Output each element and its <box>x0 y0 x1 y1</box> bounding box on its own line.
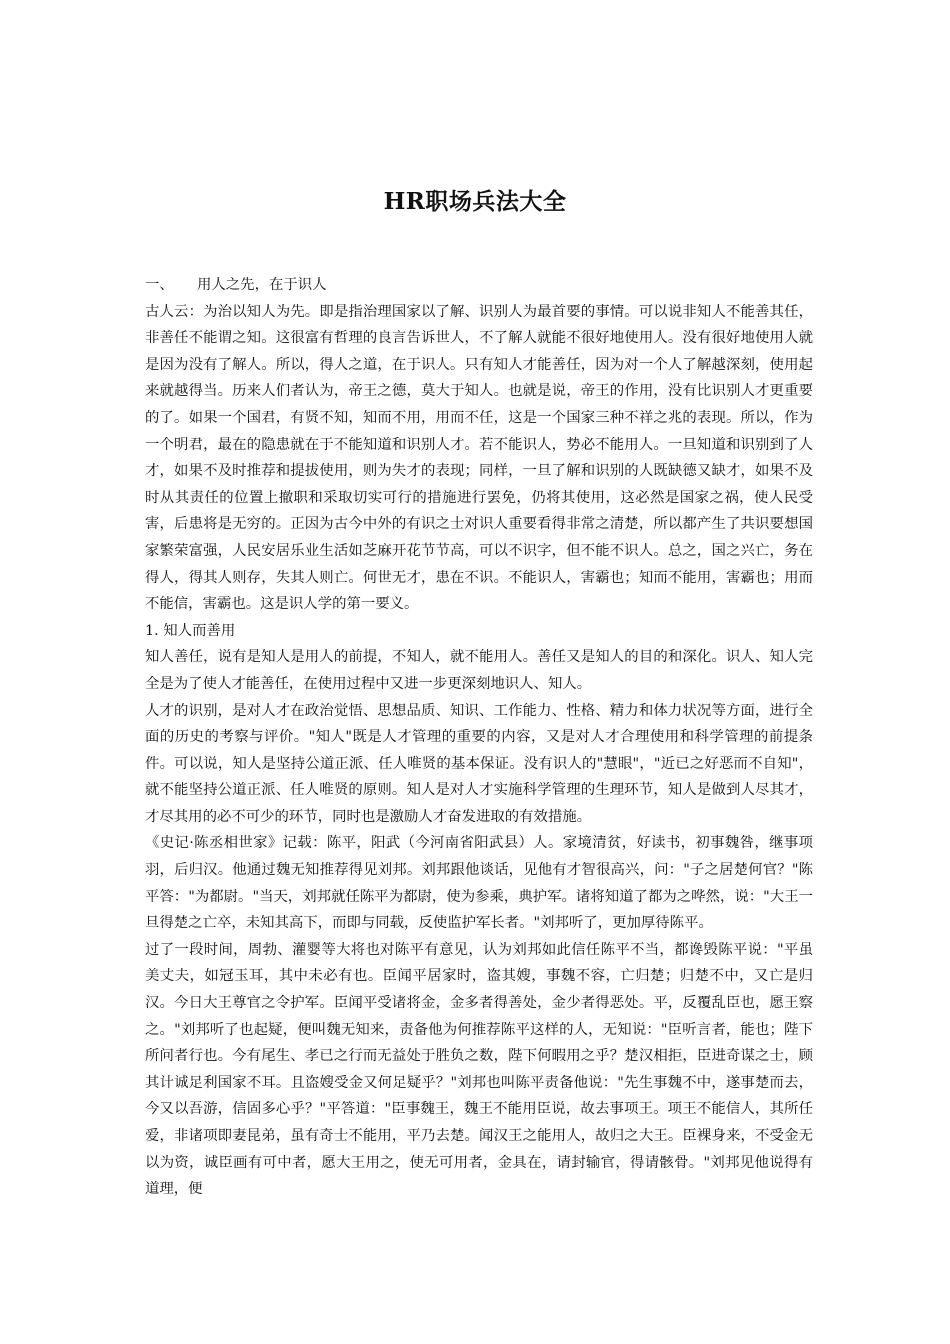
paragraph-intro: 古人云：为治以知人为先。即是指治理国家以了解、识别人为最首要的事情。可以说非知人不能善其任，非善任不能谓之知。这很富有哲理的良言告诉世人，不了解人就能不很好地使用人。没有很好地使用人就是因为没有了解人。所以，得人之道，在于识人。只有知人才能善任，因为对一个人了解越深刻，使用起来就越得当。历来人们者认为，帝王之德，莫大于知人。也就是说，帝王的作用，没有比识别人才更重要的了。如果一个国君，有贤不知，知而不用，用而不任，这是一个国家三种不祥之兆的表现。所以，作为一个明君，最在的隐患就在于不能知道和识别人才。若不能识人，势必不能用人。一旦知道和识别到了人才，如果不及时推荐和提拔使用，则为失才的表现；同样，一旦了解和识别的人既缺德又缺才，如果不及时从其责任的位置上撤职和采取切实可行的措施进行罢免，仍将其使用，这必然是国家之祸，使人民受害，后患将是无穷的。正因为古今中外的有识之士对识人重要看得非常之清楚，所以都产生了共识要想国家繁荣富强，人民安居乐业生活如芝麻开花节节高，可以不识字，但不能不识人。总之，国之兴亡，务在得人，得其人则存，失其人则亡。何世无才，患在不识。不能识人，害霸也；知而不能用，害霸也；用而不能信，害霸也。这是识人学的第一要义。 <box>145 303 813 613</box>
document-title: HR职场兵法大全 <box>383 188 567 215</box>
paragraph-know-and-use: 知人善任，说有是知人是用人的前提，不知人，就不能用人。善任又是知人的目的和深化。识人、知人完全是为了使人才能善任，在使用过程中又进一步更深刻地识人、知人。 <box>145 649 813 692</box>
section-heading <box>145 272 813 299</box>
paragraph-chen-ping-story: 《史记·陈丞相世家》记载：陈平，阳武（今河南省阳武县）人。家境清贫，好读书，初事魏咎，继事项羽，后归汉。他通过魏无知推荐得见刘邦。刘邦跟他谈话，见他有才智很高兴，问："子之居楚何官？"陈平答："为都尉。"当天，刘邦就任陈平为都尉，使为参乘，典护军。诸将知道了都为之哗然，说："大王一旦得楚之亡卒，未知其高下，而即与同载，反使监护军长者。"刘邦听了，更加厚待陈平。 <box>145 835 813 932</box>
paragraph-talent-identification: 人才的识别，是对人才在政治觉悟、思想品质、知识、工作能力、性格、精力和体力状况等方面，进行全面的历史的考察与评价。"知人"既是人才管理的重要的内容，又是对人才合理使用和科学管理的前提条件。可以说，知人是坚持公道正派、任人唯贤的基本保证。没有识人的"慧眼"，"近已之好恶而不自知"，就不能坚持公道正派、任人唯贤的原则。知人是对人才实施科学管理的生理环节，知人是做到人尽其才，才尽其用的必不可少的环节，同时也是激励人才奋发进取的有效措施。 <box>145 702 813 825</box>
section-heading-text: 用人之先，在于识人 <box>197 277 327 293</box>
document-body <box>145 272 813 1203</box>
paragraph-chen-ping-slander: 过了一段时间，周勃、灌婴等大将也对陈平有意见，认为刘邦如此信任陈平不当，都谗毁陈平说："平虽美丈夫，如冠玉耳，其中未必有也。臣闻平居家时，盗其嫂，事魏不容，亡归楚；归楚不中，又亡是归汉。今日大王尊官之令护军。臣闻平受诸将金，金多者得善处，金少者得恶处。平，反覆乱臣也，愿王察之。"刘邦听了也起疑，便叫魏无知来，责备他为何推荐陈平这样的人，无知说："臣听言者，能也；陛下所问者行也。今有尾生、孝已之行而无益处于胜负之数，陛下何暇用之乎？楚汉相拒，臣进奇谋之士，顾其计诚足利国家不耳。且盗嫂受金又何足疑乎？"刘邦也叫陈平责备他说："先生事魏不中，遂事楚而去，今又以吾游，信固多心乎？"平答道："臣事魏王，魏王不能用臣说，故去事项王。项王不能信人，其所任爱，非诸项即妻昆弟，虽有奇士不能用，平乃去楚。闻汉王之能用人，故归之大王。臣裸身来，不受金无以为资，诚臣画有可中者，愿大王用之，使无可用者，金具在，请封输官，得请骸骨。"刘邦见他说得有道理，便 <box>145 941 813 1198</box>
subheading-know-and-use: 1. 知人而善用 <box>145 622 236 639</box>
section-number: 一、 <box>145 277 174 293</box>
